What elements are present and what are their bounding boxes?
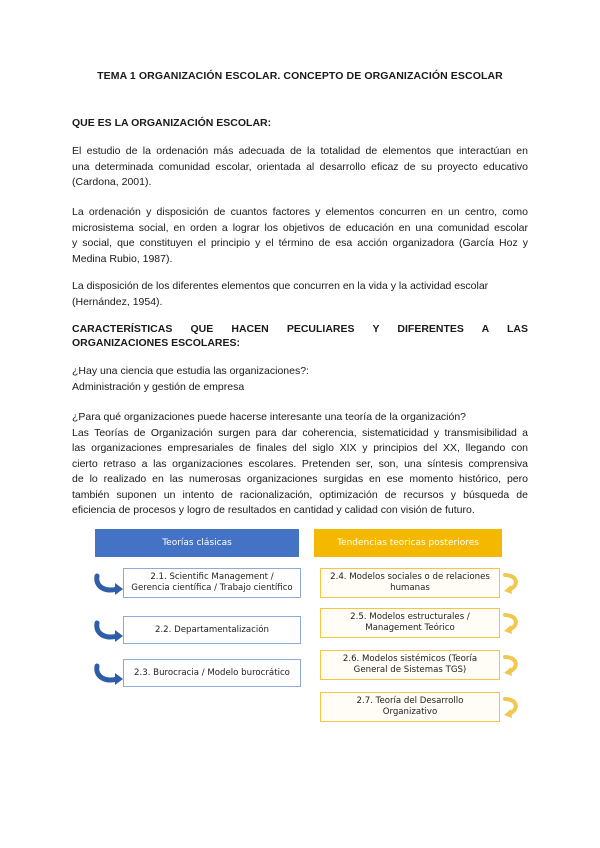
box-line: 2.2. Departamentalización: [154, 624, 270, 635]
box-line: humanas: [390, 583, 430, 593]
box-departamentalizacion: [123, 616, 301, 644]
paragraph-line: La ordenación y disposición de cuantos factores y elementos concurren en un centro, como: [72, 206, 528, 218]
paragraph-hernandez: [72, 279, 528, 310]
paragraph-line: eficiencia de procesos y logro de resultados en cantidad y calidad con visión de futuro.: [72, 504, 475, 516]
box-line: 2.7. Teoría del Desarrollo: [356, 696, 464, 706]
heading-line: CARACTERÍSTICAS QUE HACEN PECULIARES Y DIFERENTES A LAS: [72, 323, 528, 335]
paragraph-line: Medina Rubio, 1987).: [72, 252, 173, 265]
question-block-2: [72, 410, 528, 519]
diagram-header-later: Tendencias teoricas posteriores: [314, 529, 502, 557]
curved-arrow-icon: [501, 653, 523, 677]
box-line: Management Teórico: [365, 623, 455, 633]
box-line: 2.4. Modelos sociales o de relaciones: [330, 572, 490, 582]
box-line: 2.5. Modelos estructurales /: [350, 612, 470, 622]
curved-arrow-icon: [501, 611, 523, 635]
curved-arrow-icon: [93, 617, 125, 643]
box-modelos-sociales: [320, 568, 500, 598]
section-heading-caracteristicas: [72, 322, 528, 350]
paragraph-line: (Cardona, 2001).: [72, 176, 152, 188]
box-scientific-management: [123, 568, 301, 598]
box-line: Gerencia científica / Trabajo científico: [131, 583, 293, 593]
paragraph-line: también suponen un intento de racionalización, optimización de recursos y búsqueda de: [72, 488, 528, 501]
paragraph-line: y social, que constituyen el principio y el término de esa acción organizadora (García Hoz y: [72, 237, 528, 249]
box-modelos-sistemicos: [320, 650, 500, 680]
section-heading-que-es: QUE ES LA ORGANIZACIÓN ESCOLAR:: [72, 117, 272, 129]
curved-arrow-icon: [93, 570, 125, 596]
box-modelos-estructurales: [320, 608, 500, 638]
heading-line: ORGANIZACIONES ESCOLARES:: [72, 337, 241, 349]
box-line: 2.3. Burocracia / Modelo burocrático: [134, 667, 290, 678]
paragraph-line: Las Teorías de Organización surgen para dar coherencia, sistematicidad y transmisibilidad a: [72, 426, 528, 439]
paragraph-line: una determinada comunidad escolar, orientada al desarrollo eficaz de su proyecto educativo: [72, 160, 528, 173]
box-desarrollo-organizativo: [320, 692, 500, 722]
curved-arrow-icon: [93, 660, 125, 686]
box-line: 2.1. Scientific Management /: [150, 572, 274, 582]
question-text: ¿Hay una ciencia que estudia las organizaciones?:: [72, 365, 309, 377]
paragraph-line: El estudio de la ordenación más adecuada de la totalidad de elementos que interactúan en: [72, 145, 528, 157]
paragraph-line: La disposición de los diferentes elementos que concurren en la vida y la actividad escolar: [72, 280, 489, 292]
diagram-header-classic: Teorías clásicas: [95, 529, 299, 557]
paragraph-line: de lo realizado en las numerosas organizaciones surgidas en ese momento histórico, pero: [72, 473, 528, 485]
question-block-1: [72, 364, 528, 395]
paragraph-cardona: [72, 144, 528, 191]
paragraph-garcia-hoz: [72, 205, 528, 267]
paragraph-line: (Hernández, 1954).: [72, 295, 163, 308]
box-line: 2.6. Modelos sistémicos (Teoría: [342, 654, 478, 664]
answer-text: Administración y gestión de empresa: [72, 380, 245, 393]
paragraph-line: las organizaciones empresariales de finales del siglo XIX y principios del XX, llegando con: [72, 442, 528, 454]
box-line: General de Sistemas TGS): [353, 665, 467, 675]
curved-arrow-icon: [501, 571, 523, 595]
page-title: TEMA 1 ORGANIZACIÓN ESCOLAR. CONCEPTO DE ORGANIZACIÓN ESCOLAR: [97, 70, 503, 82]
paragraph-line: microsistema social, en orden a lograr los objetivos de educación en una comunidad escolar: [72, 221, 528, 234]
box-line: Organizativo: [382, 707, 438, 717]
paragraph-line: cierto retraso a las organizaciones escolares. Pretenden ser, son, una síntesis comprensiva: [72, 457, 528, 470]
curved-arrow-icon: [501, 695, 523, 719]
question-text: ¿Para qué organizaciones puede hacerse interesante una teoría de la organización?: [72, 411, 467, 423]
box-burocracia: [123, 659, 301, 687]
